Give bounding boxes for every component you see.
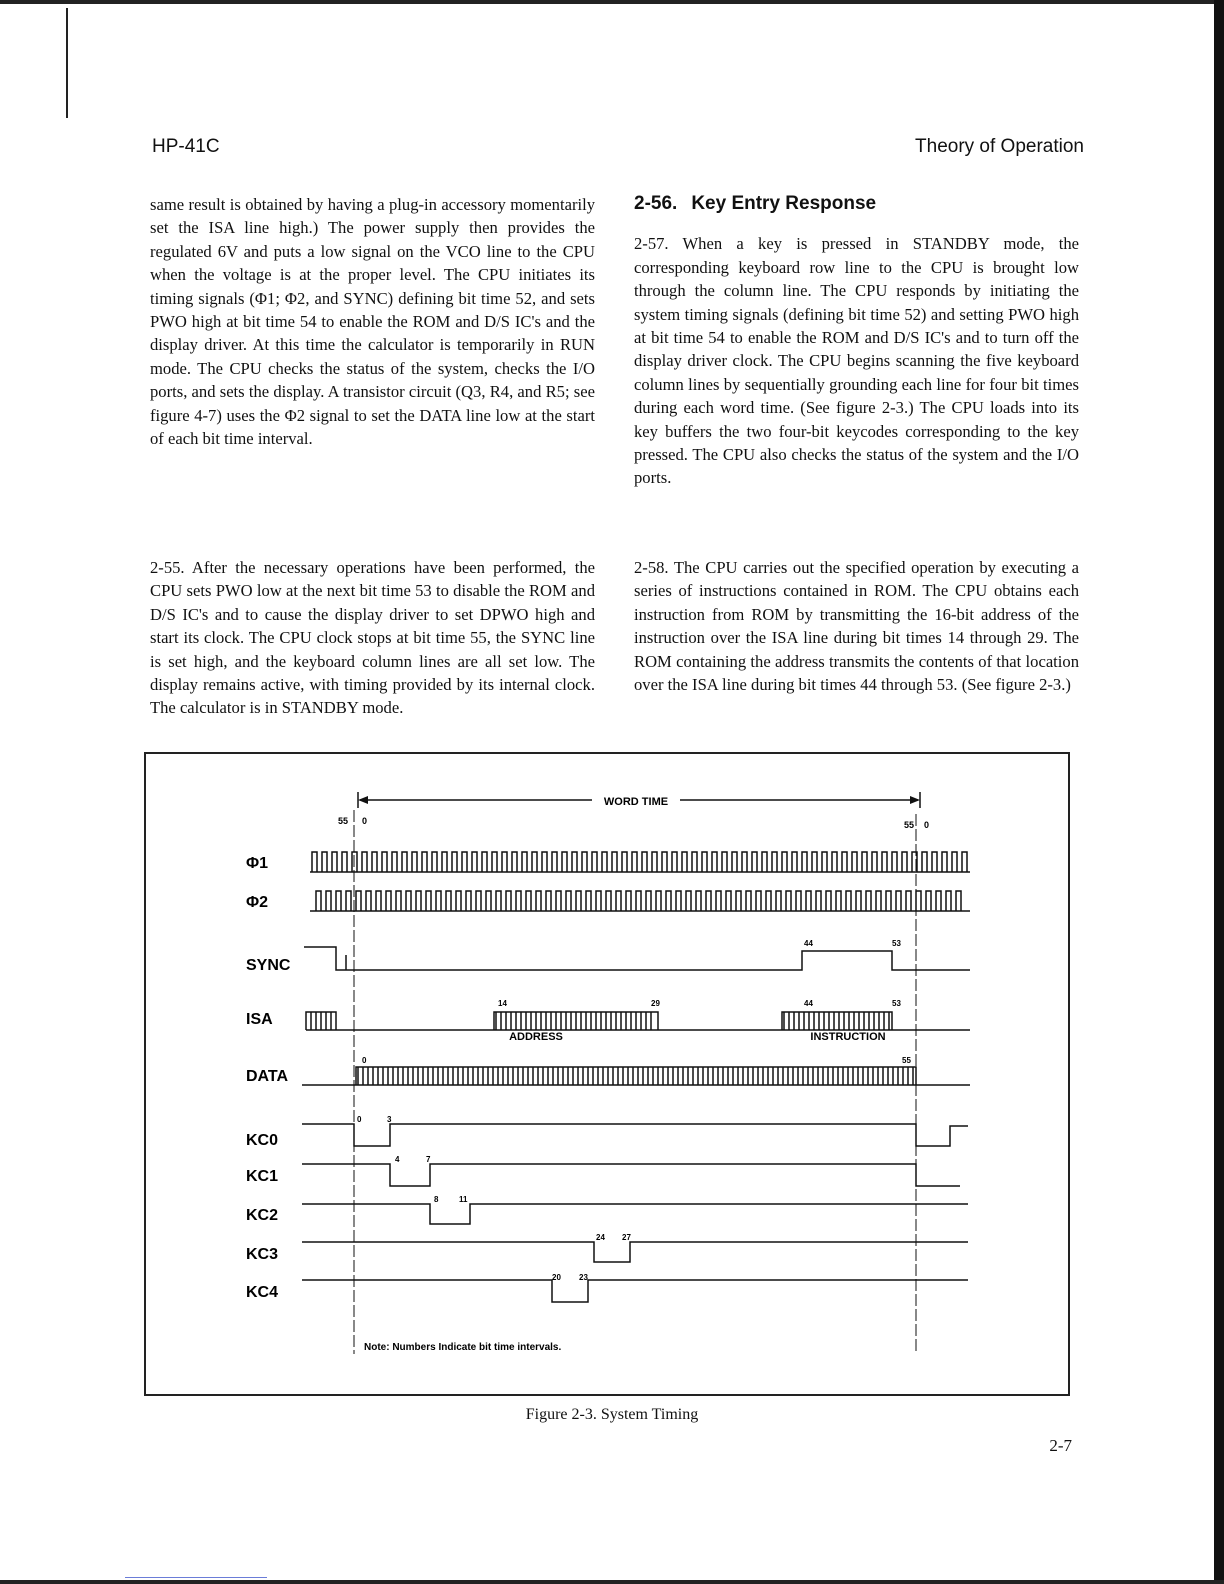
label-kc4: KC4 [246, 1284, 279, 1301]
left-column-top [150, 193, 595, 450]
isa-address-pulses [494, 1012, 658, 1030]
sync-wave [304, 947, 970, 970]
label-kc3: KC3 [246, 1246, 279, 1263]
running-header-left: HP-41C [152, 136, 220, 157]
kc4-wave [302, 1280, 968, 1302]
section-heading [634, 192, 1079, 215]
bit-mark-0-start: 0 [362, 816, 368, 826]
arrow-head-left [358, 796, 368, 804]
isa-instruction-pulses [782, 1012, 892, 1030]
isa-bit-29: 29 [651, 999, 660, 1008]
kc0-bit-0: 0 [357, 1115, 362, 1124]
scan-bottom-edge [0, 1580, 1224, 1584]
timing-diagram [146, 754, 1068, 1394]
kc4-bit-23: 23 [579, 1273, 588, 1282]
label-phi2: Φ2 [246, 894, 269, 911]
paragraph-2-55: 2-55. After the necessary operations have been performed, the CPU sets PWO low at the next bit time 53 to disable the ROM and D/S IC's and to cause the display driver to set DPWO high and start its clock. The CPU clock stops at bit time 55, the SYNC line is set high, and the keyboard column lines are all set low. The display remains active, with timing provided by its internal clock. The calculator is in STANDBY mode. [150, 558, 595, 718]
section-title: Key Entry Response [691, 193, 877, 214]
isa-instruction-label: INSTRUCTION [810, 1031, 886, 1043]
label-kc2: KC2 [246, 1207, 279, 1224]
paragraph-2-58: 2-58. The CPU carries out the specified operation by executing a series of instructions contained in ROM. The CPU obtains each instruction from ROM by transmitting the 16-bit address of the instruction over the ISA line during bit times 14 through 29. The ROM containing the address transmits the contents of that location over the ISA line during bit times 44 through 53. (See figure 2-3.) [634, 558, 1079, 695]
arrow-head-right [910, 796, 920, 804]
isa-early-pulses [306, 1012, 336, 1030]
bit-mark-0-end: 0 [924, 820, 930, 830]
right-column-top [634, 192, 1079, 490]
kc0-bit-3: 3 [387, 1115, 392, 1124]
kc2-bit-11: 11 [459, 1195, 468, 1204]
word-time-label: WORD TIME [603, 796, 669, 808]
isa-address-label: ADDRESS [509, 1031, 563, 1043]
kc2-bit-8: 8 [434, 1195, 439, 1204]
kc1-wave [302, 1164, 960, 1186]
label-sync: SYNC [246, 957, 291, 974]
phi1-clock-pulses [312, 852, 967, 872]
diagram-note: Note: Numbers Indicate bit time intervals. [364, 1342, 562, 1353]
page-number: 2-7 [1049, 1436, 1072, 1455]
phi2-clock-pulses [316, 891, 961, 911]
data-bit-0: 0 [362, 1056, 367, 1065]
scan-blue-mark [125, 1577, 267, 1578]
label-data: DATA [246, 1068, 289, 1085]
scan-left-mark [66, 8, 68, 118]
bit-mark-55-start: 55 [337, 816, 348, 826]
kc2-wave [302, 1204, 968, 1224]
data-bit-55: 55 [902, 1056, 911, 1065]
sync-bit-53: 53 [892, 939, 901, 948]
sync-bit-44: 44 [804, 939, 813, 948]
kc3-wave [302, 1242, 968, 1262]
running-header-right: Theory of Operation [915, 136, 1084, 157]
label-phi1: Φ1 [246, 855, 269, 872]
isa-bit-44: 44 [804, 999, 813, 1008]
data-pulses [356, 1067, 916, 1085]
kc3-bit-27: 27 [622, 1233, 631, 1242]
timing-diagram-frame [144, 752, 1070, 1396]
label-isa: ISA [246, 1011, 273, 1028]
paragraph-continuation: same result is obtained by having a plug-in accessory momentarily set the ISA line high.) The power supply then provides the regulated 6V and puts a low signal on the VCO line to the CPU when the voltage is at the proper level. The CPU initiates its timing signals (Φ1; Φ2, and SYNC) defining bit time 52, and sets PWO high at bit time 54 to enable the ROM and D/S IC's and the display driver. At this time the calculator is temporarily in RUN mode. The CPU checks the status of the system, checks the I/O ports, and sets the display. A transistor circuit (Q3, R4, and R5; see figure 4-7) uses the Φ2 signal to set the DATA line low at the start of each bit time interval. [150, 195, 595, 449]
scan-right-edge [1214, 0, 1224, 1584]
bit-mark-55-end: 55 [903, 820, 914, 830]
kc1-bit-4: 4 [395, 1155, 400, 1164]
scan-top-edge [0, 0, 1224, 4]
section-number: 2-56. [634, 193, 678, 214]
right-column-bottom [634, 556, 1079, 696]
isa-bit-14: 14 [498, 999, 507, 1008]
kc1-bit-7: 7 [426, 1155, 431, 1164]
label-kc1: KC1 [246, 1168, 279, 1185]
paragraph-2-57: 2-57. When a key is pressed in STANDBY mode, the corresponding keyboard row line to the CPU is brought low through the column line. The CPU responds by initiating the system timing signals (defining bit time 52) and setting PWO high at bit time 54 to enable the ROM and D/S IC's and to turn off the display driver clock. The CPU begins scanning the five keyboard column lines by sequentially grounding each line for four bit times during each word time. (See figure 2-3.) The CPU loads into its key buffers the two four-bit keycodes corresponding to the key pressed. The CPU also checks the status of the system and the I/O ports. [634, 234, 1079, 488]
figure-caption: Figure 2-3. System Timing [525, 1406, 699, 1423]
kc3-bit-24: 24 [596, 1233, 605, 1242]
left-column-bottom [150, 556, 595, 720]
isa-bit-53: 53 [892, 999, 901, 1008]
label-kc0: KC0 [246, 1132, 279, 1149]
kc4-bit-20: 20 [552, 1273, 561, 1282]
kc0-wave [302, 1124, 968, 1146]
